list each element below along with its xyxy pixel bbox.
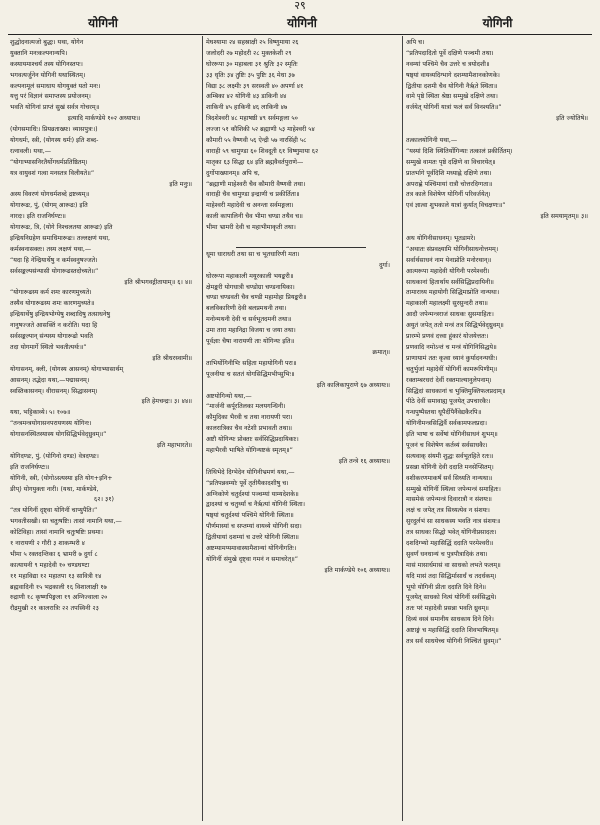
text-line: चतुर्भुजां महादेवीं योगिनीं कामरूपिणीम्॥	[406, 365, 498, 373]
text-line: कस्यायमाश्चर्यं तस्य योगिनस्तपः।	[10, 60, 83, 68]
text-line: वाराही चैव चामुण्डा इन्द्राणी च प्रकीर्तिता॥	[206, 191, 300, 199]
text-line: लक्षं च जपेत् तत्र सिध्यत्येव न संशयः।	[406, 507, 490, 515]
text-line: अग्निकोणे चतुर्दश्यां पञ्चम्यां याम्यदेशके॥	[206, 490, 299, 498]
text-line: मातृका ६३ सिद्धा ६४ इति ब्रह्मवैवर्तपुराणे—	[206, 158, 304, 166]
text-line: “प्रतिपन्नवम्योः पूर्वे तृतीयैकादशीषु च।	[206, 479, 289, 487]
text-line: ङीप्) योगयुक्ता नारी। (यथा, मार्कण्डेये,	[10, 485, 99, 493]
text-line: भूयो योगिनी प्रीता ददाति दिने दिने॥	[406, 583, 486, 591]
text-line: (योगसमाधिः। प्रियव्रताख्यः। व्यासपुत्रः।)	[10, 126, 98, 134]
text-line: युक्तानि मनःकल्पनान्यपि।	[10, 49, 68, 57]
text-line: इति श्रीभगवद्गीतायाम्॥ ६। ४॥	[124, 278, 192, 286]
text-line: कोटिविहा। तासां नामानि चतुःषष्टिः प्रथमा।	[10, 529, 103, 537]
text-line: पीठे देवीं समावाह्य पूजयेत् उपचारकैः।	[406, 398, 491, 406]
text-line: तस्यैव योगारूढस्य शमः कारणमुच्यते॥	[10, 300, 95, 308]
text-line: लज्जा ५१ कौशिकी ५२ ब्रह्माणी ५३ माहेश्वरी ५४	[206, 126, 315, 134]
text-line: “ब्रह्माणी माहेश्वरी चैव कौमारी वैष्णवी तथा।	[206, 180, 306, 188]
text-line: तत्कालयोगिनी यथा,—	[406, 137, 458, 145]
header-rule	[8, 34, 592, 35]
text-line: तदा योगमार्गे स्थितो भवतीत्यर्थः॥”	[10, 343, 87, 351]
text-line	[406, 223, 594, 234]
text-line: सत्यवाक् संयमी शुद्धः सर्वभूतहिते रतः॥	[406, 452, 494, 460]
text-line: इति तन्त्रे १६ अध्यायः॥	[338, 457, 390, 465]
text-line: प्रणवादि नमोऽन्तं च मन्त्रं योगिनिसिद्धये॥	[406, 343, 497, 351]
text-line: “योगाभ्यासनिरतैर्योगधर्मप्रतिष्ठितम्।	[10, 158, 88, 166]
text-line: बलविकारिणी देवी बलप्रमथनी तथा।	[206, 305, 287, 313]
text-line: उमा तारा महानिद्रा विजया च जया तथा।	[206, 327, 296, 335]
text-line: मनोन्मथनी देवी च सर्वभूतदमनी तथा॥	[206, 316, 292, 324]
text-line: चण्डा चण्डवती चैव चण्डी महामोहा प्रियङ्करी॥	[206, 294, 307, 302]
text-line: षष्ठ्यां चतुर्दश्यां पश्चिमे योगिनी स्थिता॥	[206, 512, 294, 520]
text-line: भगवत्यर्जुनेन योगिनी यथास्थितम्।	[10, 71, 86, 79]
text-line: तत्र साधकः सिद्धो भवेत् योगिनीप्रसादतः।	[406, 529, 497, 537]
text-line: नानुषज्जते आसक्तिं न करोति। यदा हि	[10, 322, 98, 330]
text-line: इति भाषा च सर्वेषां योगिनीसाधनं शुभम्॥	[406, 431, 498, 439]
text-line: अष्टयोगिन्यो यथा,—	[206, 392, 252, 400]
text-line: दुर्गा।	[379, 261, 390, 269]
text-line: इन्द्रियनिग्रहेण समाधिमारूढः। तल्लक्षणं यथा,	[10, 235, 110, 243]
text-line: क्रमात्॥	[372, 348, 390, 356]
text-line: ब्रह्मवादिनी १५ भद्रकाली १६ विशालाक्षी १७	[10, 583, 107, 591]
text-line: रक्ताम्बरधरां देवीं रक्तमाल्यानुलेपनाम्।	[406, 376, 492, 384]
text-line: १ नारायणी २ गौरी ३ शाकम्भरी ४	[10, 539, 85, 547]
text-line: शाकिनी ४५ हाकिनी ४६ लाकिनी ४७	[206, 104, 288, 112]
text-line: त्रिदशेश्वरी ४८ महाषष्ठी ४९ सर्वमङ्गला ५०	[206, 115, 298, 123]
text-line: मासमेकं जपेन्मन्त्रं दिवारात्रौ न संशयः॥	[406, 496, 492, 504]
text-line: योगिनीं संमुखे दृष्ट्वा गमनं न समाचरेत्॥”	[206, 555, 299, 563]
text-line: सर्वसङ्कल्पसंन्यासी योगारूढस्तदोच्यते॥”	[10, 267, 99, 275]
text-line: सर्वार्थसाधनं नाम येनाप्नोति मनोरथान्॥	[406, 256, 492, 264]
text-line: इति ज्योतिषे॥	[556, 115, 588, 123]
text-line: दुर्गोपाख्यानम्॥ अपि च,	[206, 169, 260, 177]
text-line: यदि मासं तदा सिद्धिर्मासार्धं च तदर्धकम्।	[406, 572, 497, 580]
text-line: “मार्जनी कर्पूरतिलका मलयगन्धिनी।	[206, 403, 286, 411]
text-line: द्वितीयायां दशम्यां च उत्तरे योगिनी स्थिता॥	[206, 534, 299, 542]
text-line: वामे पृष्ठे स्थिता श्रेष्ठा सम्मुखे दक्षिणे तथा।	[406, 93, 498, 101]
text-line: “योगारूढस्य कर्म शमः कारणमुच्यते।	[10, 289, 92, 297]
text-line: महाकाली महालक्ष्मी सुरसुन्दरी तथा॥	[406, 300, 488, 308]
text-line: वाराही ५९ चामुण्डा ६० शिवदूती ६१ विष्णुमाया ६२	[206, 147, 319, 155]
text-line: इति कालिकापुराणे ६७ अध्यायः॥	[316, 381, 390, 389]
text-line: जलोदरी २७ महोदरी २८ मुक्तकेशी २९	[206, 49, 292, 57]
text-line: मेघश्यामा २४ सहस्राक्षी २५ विष्णुमाया २६	[206, 39, 299, 46]
text-line: इति मनुः॥	[169, 180, 192, 188]
text-line: इत्यादि मार्कण्डेये १०२ अध्यायः॥	[67, 115, 141, 123]
text-column-middle	[206, 38, 396, 823]
text-line: भीमा भ्रामरी देवी च महाभीमाकृती तथा।	[206, 224, 296, 232]
text-line: स्वस्तिकासनम्। वीरासनम्। सिद्धासनम्।	[10, 387, 98, 395]
text-line: पूजनीया च सततं योगसिद्धिमभीप्सुभिः॥	[206, 370, 295, 378]
text-line: तत्र सर्वं साधयेच्च योगिनी निश्चितं ध्रुवम्॥”	[406, 637, 502, 645]
text-line: धूमा धाराधरी तथा सा च भूतधारिणी मता।	[206, 250, 300, 258]
text-line: दिव्यं वस्त्रं समानीय साधकाय दिने दिने।	[406, 616, 494, 624]
text-line: क्षेमङ्करी योगधात्री चण्डोग्रा चण्डनायिका।	[206, 283, 295, 291]
text-line: ६२। ३१)	[94, 496, 114, 504]
text-line	[406, 125, 594, 136]
text-line: रुद्राणी १८ कृष्णपिङ्गला १९ अग्निज्वाला २०	[10, 594, 108, 602]
text-line: ११ महाविद्या १२ महातपा १३ सावित्री १४	[10, 572, 102, 580]
text-line: सम्मुखे वामतः पृष्ठे दक्षिणे वा विचारयेत्॥	[406, 158, 496, 166]
text-line: शुद्धोदनात्मजो बुद्धः। यथा, योगेन	[10, 39, 84, 46]
text-line: पूजयेत् साधको नित्यं योगिनीं सर्वसिद्धये।	[406, 594, 497, 602]
page-number: २९	[294, 0, 306, 12]
section-rule	[236, 247, 366, 248]
text-line: कौमुदिका भैरवी च तथा नारायणी परा।	[206, 414, 293, 422]
text-line: आदौ जपेन्मन्त्रराजं साधकः सुसमाहितः।	[406, 311, 494, 319]
text-line: सुवर्णं धनधान्यं च पुत्रपौत्रादिकं तथा।	[406, 550, 488, 558]
text-line: योगासनम्, क्ली, (योगस्य आसनम्) योगाभ्यासार्थम्	[10, 365, 124, 373]
text-line: योगिदण्डः, पुं, (योगिनो दण्डः) वेत्रदण्डः।	[10, 452, 99, 460]
text-line: योगिनी, स्त्री, (योगोऽस्त्यस्या इति योग+इनि+	[10, 474, 113, 482]
text-line: तामाराध्य महायोगी सिद्धिमाप्नोति नान्यथा।	[406, 289, 500, 297]
column-header-left: योगिनी	[88, 16, 118, 30]
column-header-middle: योगिनी	[287, 16, 317, 30]
text-line: षष्ठ्यां वायव्यदिग्भागे दशम्यामैशानकोणके।	[406, 71, 500, 79]
text-line: काली कापालिनी चैव भीमा चण्डा तथैव च॥	[206, 213, 303, 221]
text-line: कात्यायनी ९ महादेवी १० चण्डघण्टा	[10, 561, 90, 569]
text-line: योगधर्मः, स्त्री, (योगस्य धर्मः) इति शब्द-	[10, 137, 99, 145]
text-line: कल्पनामूलं समाधाय योगयुक्तं यतो मनः।	[10, 82, 101, 90]
text-line: साधकानां हितार्थाय सर्वसिद्धिप्रदायिनी॥	[406, 278, 494, 286]
text-line: वर्जयेत् योगिनीं यात्रां फलं सर्वं विनश्यति॥”	[406, 104, 502, 112]
text-line: द्वितीया दशमी चैव योगिनी नैरृते स्थिता॥	[406, 82, 498, 90]
text-line: यत्तु परं विज्ञानं समाप्तस्य प्रयोजनम्।	[10, 93, 91, 101]
text-line: सम्मुखे योगिनीं स्थित्वा जपेन्मन्त्रं समाहितः।	[406, 485, 501, 493]
text-line: इति श्रीधरस्वामी॥	[152, 354, 192, 362]
column-divider-2	[402, 36, 403, 821]
text-line: अष्टौ योगिन्यः प्रोक्ताः सर्वसिद्धिप्रदायिकाः।	[206, 436, 299, 444]
text-line: प्राणायामं ततः कृत्वा ध्यानं कुर्यादनन्यधीः।	[406, 354, 498, 362]
text-line: “यदा हि नेन्द्रियार्थेषु न कर्मस्वनुषज्जते।	[10, 256, 98, 264]
text-line: कालरात्रिका चैव नटेशी प्रभावती तथा॥	[206, 425, 292, 433]
text-column-left	[10, 38, 198, 823]
text-line: विद्या ३८ लक्ष्मीः ३९ सरस्वती ४० अपर्णा ४१	[206, 82, 304, 90]
text-line: इति राजनिर्घण्टः॥	[10, 463, 50, 471]
text-line: तिथिभेदे दिग्भेदेन योगिनीभ्रमणं यथा,—	[206, 468, 295, 476]
text-line: घोररूपा ३० महाबला ३१ श्रुतिः ३२ स्मृतिः	[206, 60, 298, 68]
text-line: घोररूपा महाकाली मयूरकाली भयङ्करी॥	[206, 272, 294, 280]
text-line: नारदः। इति राजनिर्घण्टः॥	[10, 213, 66, 221]
column-divider-1	[202, 36, 203, 821]
text-line: प्रारम्भे प्रणवं दत्त्वा हूंकारं योजयेत्ततः।	[406, 333, 489, 341]
text-line: रत्नावली। यथा,—	[10, 147, 52, 155]
text-line: प्रसन्ना योगिनी देवी ददाति मनसेप्सितम्।	[406, 463, 494, 471]
text-line: नवम्यां पश्चिमे चैव उत्तरे च त्रयोदशी॥	[406, 60, 490, 68]
text-line: योगारूढः, त्रि, (योगे निश्चलतया आरूढः) इति	[10, 224, 113, 232]
text-line: अपराह्णे पश्चिमायां रात्रौ चोत्तरदिग्गता॥	[406, 180, 493, 188]
text-line: अष्टम्यामप्यमावास्यामैशान्यां योगिनीगतिः।	[206, 544, 297, 552]
text-line: “अथातः संप्रवक्ष्यामि योगिनीसाधनोत्तमम्।	[406, 245, 499, 253]
column-header-right: योगिनी	[482, 16, 513, 30]
text-line: योगारूढः, पुं, (योगम् आरूढः) इति	[10, 202, 88, 210]
text-line: मासं मासार्धमासं वा साधको लभते फलम्॥	[406, 561, 501, 569]
text-line: “यस्यां दिशि स्थितिर्योगिन्याः तत्कालं प्रकीर्तितम्।	[406, 147, 513, 155]
text-line: “प्रतिपदादितो पूर्वे दक्षिणे पञ्चमी तथा।	[406, 49, 494, 57]
text-line: वशीकरणमाकर्षं सर्वं सिध्यति नान्यथा॥	[406, 474, 493, 482]
text-line: रौद्रमुखी २१ कालरात्रिः २२ तपस्विनी २३	[10, 605, 99, 613]
text-line: अम्बिका ४२ योगिनी ४३ डाकिनी ४४	[206, 93, 287, 101]
text-line: “तत्र योगिनीं दृष्ट्वा योगिनीं चाप्युपैति।”	[10, 507, 98, 515]
text-line: इति हेमचन्द्रः। ३। ४४॥	[141, 398, 192, 406]
text-line: सर्वसङ्कल्पान् संन्यस्य योगारूढो भवति	[10, 333, 93, 341]
text-line: सिद्धिदां साधकानां च भुक्तिमुक्तिफलप्रदाम्॥	[406, 387, 506, 395]
text-line: कर्मस्वनासक्तः। तस्य लक्षणं यथा,—	[10, 245, 92, 253]
text-line: भीमा ५ रक्तदन्तिका ६ भ्रामरी ७ दुर्गा ८	[10, 550, 98, 558]
text-line: अपि च।	[406, 39, 425, 46]
text-line: ३३ धृतिः ३४ तुष्टिः ३५ पुष्टिः ३६ मेधा ३७	[206, 71, 295, 79]
text-line: अस्य विवरणं योगधर्मशब्दे द्रष्टव्यम्॥	[10, 191, 90, 199]
text-line: इति महाभारते॥	[156, 441, 192, 449]
text-line: महाभैरवी भाषिते योगिन्यष्टकं स्मृतम्॥”	[206, 446, 293, 454]
text-line: योगासनस्थितस्यास्य योगसिद्धिर्भवेद्ध्रुवम्॥”	[10, 431, 107, 439]
text-line: तत्र काले विशेषेण योगिनीं परिवर्जयेत्।	[406, 191, 491, 199]
text-line: अथ योगिनीसाधनम्। भूतडामरे।	[406, 235, 476, 243]
text-line: सुरदुर्लभं सा साधकस्य भवति नात्र संशयः॥	[406, 518, 501, 526]
text-line: भवति योगिनां प्राप्तं सुखं सर्वत्र गोचरम्॥	[10, 104, 100, 112]
text-line: अष्टाङ्गं च महासिद्धिं ददाति शिवभाषितम्॥	[406, 627, 499, 635]
text-line: दशदिग्भ्यो महासिद्धिं ददाति परमेश्वरी॥	[406, 539, 494, 547]
text-line: ततः परं महादेवी प्रसन्ना भवति ध्रुवम्॥	[406, 605, 489, 613]
text-line: कौमारी ५५ वैष्णवी ५६ ऐन्द्री ५७ नारसिंही ५८	[206, 137, 307, 145]
text-line: पूजनं च विशेषेण कर्तव्यं सर्वसाधकैः।	[406, 441, 488, 449]
running-headers	[8, 13, 592, 33]
text-line: पूर्वज्ञाः चैषा नारायणी ताः योगिन्यः इति॥	[206, 338, 295, 346]
text-line: इति मार्कण्डेये १०६ अध्यायः॥	[324, 566, 390, 574]
text-line: यथा, भट्टिकाव्ये। ५। १०७॥	[10, 409, 71, 417]
text-line: इन्द्रियार्थेषु इन्द्रियभोग्येषु शब्दादिषु तत्साधनेषु	[10, 311, 110, 319]
text-line: यत्र वायुवशं गत्वा मनस्तत्र विलीयते॥”	[10, 169, 95, 177]
text-line: आसनम्। तद्भेदा यथा,—पद्मासनम्।	[10, 376, 90, 384]
text-line: माहेश्वरी महादेवी च अनन्ता सर्वमङ्गला।	[206, 202, 294, 210]
text-line: एवं ज्ञात्वा शुभकाले यात्रां कुर्यात् विचक्षणः॥”	[406, 202, 506, 210]
text-line: द्वादश्यां च चतुर्थ्यां च नैरृत्यां योगिनी स्थिता।	[206, 501, 306, 509]
text-line: आत्मरूपा महादेवी योगिनी परमेश्वरी।	[406, 267, 490, 275]
text-line: गन्धपुष्पैस्तथा धूपैर्दीपैर्नैवेद्यकैरपि॥	[406, 409, 482, 417]
text-line: भगवतीसखी। सा चतुःषष्टिः। तासां नामानि यथा,—	[10, 518, 122, 526]
text-line: अयुतं जपेत् ततो मन्त्रं तत्र सिद्धिर्भवेद्ध्रुवम्॥	[406, 322, 504, 330]
text-line: पौर्णमास्यां च सप्तम्यां वायव्ये योगिनी सदा।	[206, 523, 302, 531]
text-line: योगिनीमन्त्रसिद्धिर्वै सर्वकामफलप्रदा।	[406, 420, 487, 428]
text-line: ताभिर्योगिनीभिः सहिता महायोगिनी परा॥	[206, 359, 297, 367]
text-column-right	[406, 38, 594, 823]
text-line: प्रातर्भागे पूर्वदिशि मध्याह्ने दक्षिणे तथा।	[406, 169, 492, 177]
text-line: इति समयामृतम्॥ ३॥	[540, 213, 588, 221]
text-line: “तन्त्रमन्त्रयोगासनपरायणस्य योगिनः।	[10, 420, 92, 428]
text-line	[206, 234, 396, 245]
